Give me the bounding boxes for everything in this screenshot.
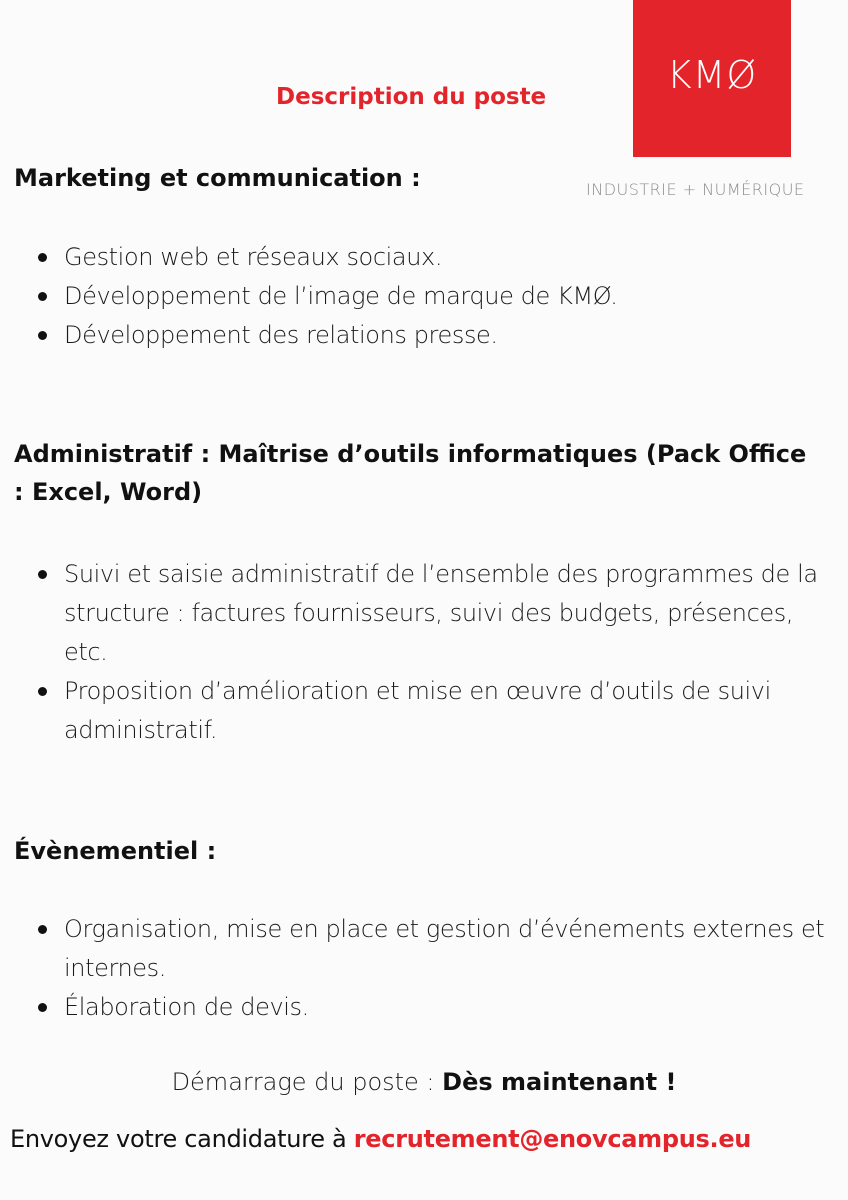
section-heading-evenementiel: Évènementiel :	[14, 837, 217, 865]
evenementiel-list	[14, 910, 834, 1027]
bullet-dot	[38, 331, 47, 340]
list-item: Développement des relations presse.	[14, 316, 834, 355]
apply-line	[10, 1125, 840, 1153]
bullet-dot	[38, 570, 47, 579]
list-item: Organisation, mise en place et gestion d’événements externes et internes.	[14, 910, 834, 988]
bullet-dot	[38, 1003, 47, 1012]
bullet-dot	[38, 253, 47, 262]
bullet-dot	[38, 292, 47, 301]
start-label: Démarrage du poste :	[171, 1068, 435, 1096]
section-heading-administratif: Administratif : Maîtrise d’outils informatiques (Pack Office : Excel, Word)	[14, 440, 807, 506]
start-date-line	[0, 1068, 848, 1096]
marketing-list	[14, 238, 834, 355]
apply-label: Envoyez votre candidature à	[10, 1125, 347, 1153]
logo-tagline: INDUSTRIE + NUMÉRIQUE	[586, 180, 805, 199]
list-item: Gestion web et réseaux sociaux.	[14, 238, 834, 277]
section-heading-marketing: Marketing et communication :	[14, 164, 421, 192]
page-title: Description du poste	[276, 84, 547, 110]
list-item: Suivi et saisie administratif de l’ensemble des programmes de la structure : factures fournisseurs, suivi des budgets, présences, etc.	[14, 555, 834, 672]
list-item: Proposition d’amélioration et mise en œuvre d’outils de suivi administratif.	[14, 672, 834, 750]
list-item: Développement de l’image de marque de KMØ.	[14, 277, 834, 316]
administratif-list	[14, 555, 834, 750]
list-item: Élaboration de devis.	[14, 988, 834, 1027]
bullet-dot	[38, 687, 47, 696]
logo	[633, 0, 791, 157]
start-value: Dès maintenant !	[442, 1068, 677, 1096]
email-link[interactable]: recrutement@enovcampus.eu	[353, 1125, 752, 1153]
logo-text: KMØ	[666, 52, 758, 97]
bullet-dot	[38, 925, 47, 934]
